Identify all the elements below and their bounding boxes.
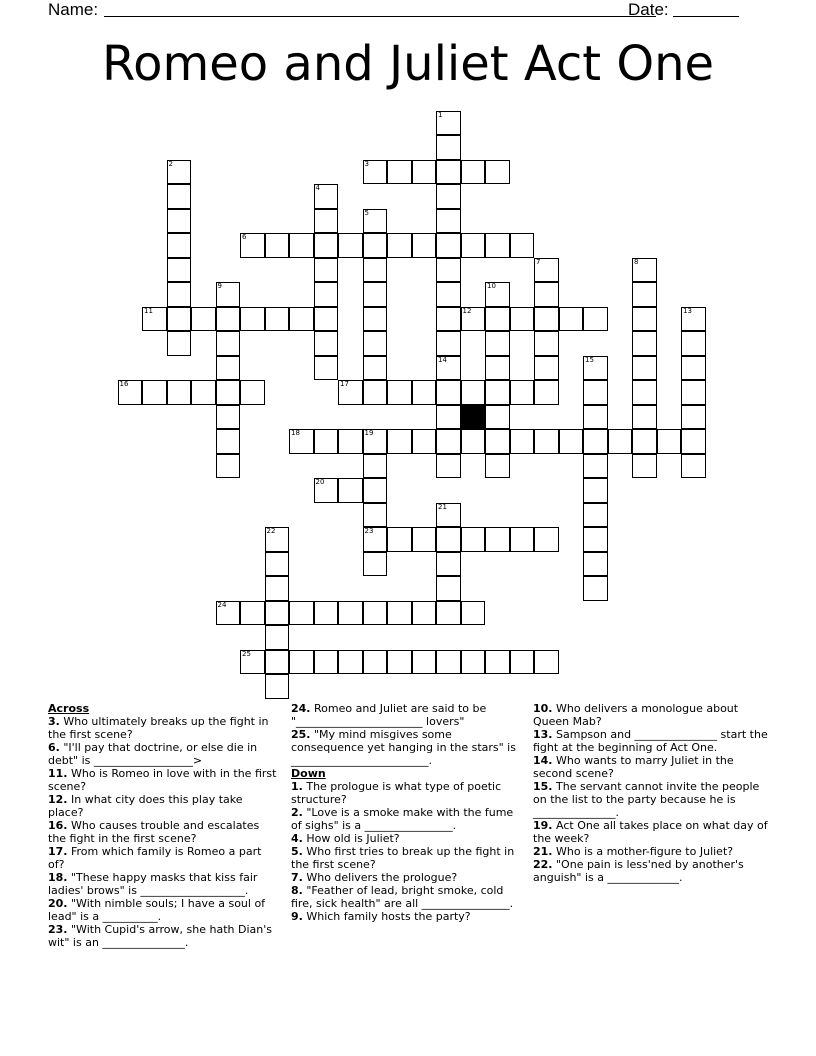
clue-down-9 xyxy=(291,910,523,923)
grid-cell[interactable] xyxy=(436,576,461,601)
grid-cell[interactable] xyxy=(412,429,437,454)
grid-cell[interactable] xyxy=(363,380,388,405)
clue-number: 22. xyxy=(533,858,553,871)
grid-cell[interactable] xyxy=(485,356,510,381)
grid-cell[interactable] xyxy=(436,650,461,675)
grid-cell[interactable] xyxy=(436,552,461,577)
cell-number: 7 xyxy=(536,257,541,266)
clue-down-4 xyxy=(291,832,523,845)
cell-number: 22 xyxy=(266,527,276,535)
clue-number: 13. xyxy=(533,728,553,741)
grid-cell[interactable] xyxy=(216,356,241,381)
cell-number: 24 xyxy=(217,600,227,609)
grid-cell[interactable] xyxy=(583,454,608,479)
grid-cell[interactable] xyxy=(314,233,339,258)
clue-number: 23. xyxy=(48,923,68,936)
grid-cell[interactable] xyxy=(265,674,290,699)
grid-cell[interactable] xyxy=(314,258,339,283)
grid-cell[interactable] xyxy=(314,184,339,209)
cell-number: 13 xyxy=(683,306,692,315)
grid-cell[interactable] xyxy=(167,331,192,356)
clue-down-5 xyxy=(291,845,523,871)
clue-text: "With nimble souls; I have a soul of lead" is a __________. xyxy=(48,897,266,923)
clue-across-23 xyxy=(48,923,280,949)
clue-text: Who first tries to break up the fight in the first scene? xyxy=(291,845,515,871)
grid-cell[interactable] xyxy=(412,380,437,405)
grid-cell[interactable] xyxy=(191,307,216,332)
cell-number: 21 xyxy=(438,502,447,511)
cell-number: 5 xyxy=(364,208,369,217)
grid-cell[interactable] xyxy=(436,282,461,307)
grid-cell[interactable] xyxy=(363,552,388,577)
grid-cell[interactable] xyxy=(632,454,657,479)
grid-cell[interactable] xyxy=(167,258,192,283)
clue-text: The prologue is what type of poetic structure? xyxy=(291,780,502,806)
grid-cell[interactable] xyxy=(412,650,437,675)
grid-cell[interactable] xyxy=(485,405,510,430)
grid-cell[interactable] xyxy=(583,527,608,552)
clue-text: "With Cupid's arrow, she hath Dian's wit" is an _______________. xyxy=(48,923,272,949)
clue-text: Sampson and _______________ start the fight at the beginning of Act One. xyxy=(533,728,768,754)
grid-cell[interactable] xyxy=(608,429,633,454)
grid-cell[interactable] xyxy=(681,454,706,479)
grid-cell[interactable] xyxy=(436,135,461,160)
clue-number: 11. xyxy=(48,767,68,780)
cell-number: 20 xyxy=(315,478,325,486)
grid-cell[interactable] xyxy=(681,429,706,454)
grid-cell[interactable] xyxy=(632,258,657,283)
grid-cell[interactable] xyxy=(191,380,216,405)
grid-cell[interactable] xyxy=(314,282,339,307)
grid-cell[interactable] xyxy=(534,331,559,356)
grid-cell[interactable] xyxy=(167,160,192,185)
clue-text: Which family hosts the party? xyxy=(306,910,471,923)
grid-cell[interactable] xyxy=(583,307,608,332)
grid-cell[interactable] xyxy=(289,601,314,626)
grid-cell[interactable] xyxy=(216,282,241,307)
grid-cell[interactable] xyxy=(485,429,510,454)
clue-across-18 xyxy=(48,871,280,897)
grid-cell[interactable] xyxy=(534,650,559,675)
grid-cell[interactable] xyxy=(485,527,510,552)
clue-across-17 xyxy=(48,845,280,871)
clue-across-12 xyxy=(48,793,280,819)
down-heading: Down xyxy=(291,767,326,780)
clue-number: 8. xyxy=(291,884,303,897)
grid-cell[interactable] xyxy=(412,233,437,258)
grid-cell[interactable] xyxy=(240,380,265,405)
grid-cell[interactable] xyxy=(461,527,486,552)
date-label: Date: xyxy=(628,0,669,19)
cell-number: 18 xyxy=(291,429,300,437)
clue-down-21 xyxy=(533,845,773,858)
cell-number: 6 xyxy=(242,233,247,241)
grid-cell[interactable] xyxy=(363,454,388,479)
cell-number: 16 xyxy=(119,380,129,388)
grid-cell[interactable] xyxy=(632,380,657,405)
clue-number: 3. xyxy=(48,715,60,728)
grid-cell[interactable] xyxy=(363,503,388,528)
grid-cell[interactable] xyxy=(632,331,657,356)
grid-cell[interactable] xyxy=(338,233,363,258)
clue-number: 12. xyxy=(48,793,68,806)
grid-cell[interactable] xyxy=(412,160,437,185)
grid-cell[interactable] xyxy=(387,380,412,405)
grid-cell[interactable] xyxy=(583,429,608,454)
cell-number: 17 xyxy=(340,380,349,388)
grid-cell[interactable] xyxy=(436,527,461,552)
clue-text: Who delivers a monologue about Queen Mab? xyxy=(533,702,739,728)
clue-across-24 xyxy=(291,702,523,728)
grid-cell[interactable] xyxy=(461,307,486,332)
grid-cell[interactable] xyxy=(436,184,461,209)
grid-cell[interactable] xyxy=(534,307,559,332)
grid-cell[interactable] xyxy=(436,160,461,185)
grid-cell[interactable] xyxy=(681,331,706,356)
cell-number: 15 xyxy=(585,355,594,364)
clue-column-3 xyxy=(533,702,773,884)
grid-cell[interactable] xyxy=(265,650,290,675)
grid-cell[interactable] xyxy=(265,307,290,332)
grid-cell[interactable] xyxy=(314,331,339,356)
clue-number: 1. xyxy=(291,780,303,793)
grid-cell[interactable] xyxy=(240,650,265,675)
cell-number: 3 xyxy=(364,159,369,168)
grid-cell[interactable] xyxy=(510,380,535,405)
clue-across-25 xyxy=(291,728,523,767)
grid-cell[interactable] xyxy=(387,527,412,552)
across-heading: Across xyxy=(48,702,90,715)
grid-cell[interactable] xyxy=(363,307,388,332)
grid-cell[interactable] xyxy=(632,405,657,430)
grid-cell[interactable] xyxy=(632,356,657,381)
grid-cell[interactable] xyxy=(314,429,339,454)
grid-cell[interactable] xyxy=(632,282,657,307)
grid-cell[interactable] xyxy=(142,307,167,332)
grid-cell[interactable] xyxy=(583,380,608,405)
grid-cell[interactable] xyxy=(461,429,486,454)
grid-cell[interactable] xyxy=(363,356,388,381)
grid-cell[interactable] xyxy=(461,650,486,675)
grid-cell[interactable] xyxy=(436,380,461,405)
cell-number: 8 xyxy=(634,257,639,266)
clue-number: 10. xyxy=(533,702,553,715)
grid-cell[interactable] xyxy=(436,356,461,381)
grid-cell[interactable] xyxy=(167,184,192,209)
black-cell xyxy=(461,405,486,430)
grid-cell[interactable] xyxy=(534,429,559,454)
grid-cell[interactable] xyxy=(485,160,510,185)
grid-cell[interactable] xyxy=(485,331,510,356)
grid-cell[interactable] xyxy=(216,429,241,454)
clue-text: "My mind misgives some consequence yet hanging in the stars" is _________________________. xyxy=(291,728,516,767)
grid-cell[interactable] xyxy=(363,233,388,258)
clue-text: Who wants to marry Juliet in the second scene? xyxy=(533,754,734,780)
grid-cell[interactable] xyxy=(534,258,559,283)
clue-across-11 xyxy=(48,767,280,793)
grid-cell[interactable] xyxy=(216,307,241,332)
grid-cell[interactable] xyxy=(265,527,290,552)
clue-down-13 xyxy=(533,728,773,754)
grid-cell[interactable] xyxy=(338,429,363,454)
grid-cell[interactable] xyxy=(485,307,510,332)
grid-cell[interactable] xyxy=(510,307,535,332)
clue-down-1 xyxy=(291,780,523,806)
grid-cell[interactable] xyxy=(363,282,388,307)
grid-cell[interactable] xyxy=(559,429,584,454)
grid-cell[interactable] xyxy=(583,405,608,430)
clue-number: 24. xyxy=(291,702,311,715)
grid-cell[interactable] xyxy=(216,380,241,405)
grid-cell[interactable] xyxy=(583,552,608,577)
clue-column-1 xyxy=(48,702,280,949)
grid-cell[interactable] xyxy=(289,429,314,454)
grid-cell[interactable] xyxy=(534,380,559,405)
grid-cell[interactable] xyxy=(436,429,461,454)
clue-text: Who ultimately breaks up the fight in the first scene? xyxy=(48,715,269,741)
grid-cell[interactable] xyxy=(216,405,241,430)
clue-number: 2. xyxy=(291,806,303,819)
clue-text: Who causes trouble and escalates the fight in the first scene? xyxy=(48,819,260,845)
grid-cell[interactable] xyxy=(681,380,706,405)
clue-number: 4. xyxy=(291,832,303,845)
grid-cell[interactable] xyxy=(485,233,510,258)
grid-cell[interactable] xyxy=(436,307,461,332)
grid-cell[interactable] xyxy=(314,356,339,381)
grid-cell[interactable] xyxy=(657,429,682,454)
cell-number: 10 xyxy=(487,282,496,290)
clue-text: "Love is a smoke make with the fume of sighs" is a ________________. xyxy=(291,806,514,832)
grid-cell[interactable] xyxy=(485,650,510,675)
page-title: Romeo and Juliet Act One xyxy=(101,36,715,92)
grid-cell[interactable] xyxy=(314,478,339,503)
grid-cell[interactable] xyxy=(338,478,363,503)
clue-number: 25. xyxy=(291,728,311,741)
grid-cell[interactable] xyxy=(216,331,241,356)
clue-text: The servant cannot invite the people on the list to the party because he is _______________. xyxy=(533,780,760,819)
name-label: Name: xyxy=(48,0,99,19)
clue-number: 18. xyxy=(48,871,68,884)
clue-across-3 xyxy=(48,715,280,741)
grid-cell[interactable] xyxy=(265,601,290,626)
grid-cell[interactable] xyxy=(363,209,388,234)
grid-cell[interactable] xyxy=(436,233,461,258)
clue-number: 19. xyxy=(533,819,553,832)
cell-number: 23 xyxy=(364,527,374,535)
grid-cell[interactable] xyxy=(363,331,388,356)
clue-across-16 xyxy=(48,819,280,845)
clue-number: 15. xyxy=(533,780,553,793)
clue-text: How old is Juliet? xyxy=(306,832,400,845)
grid-cell[interactable] xyxy=(338,380,363,405)
clue-number: 14. xyxy=(533,754,553,767)
clue-text: "One pain is less'ned by another's anguish" is a _____________. xyxy=(533,858,744,884)
grid-cell[interactable] xyxy=(681,356,706,381)
cell-number: 12 xyxy=(462,306,472,315)
clue-text: Romeo and Juliet are said to be "_______________________ lovers" xyxy=(291,702,487,728)
across-clues-1 xyxy=(48,715,280,949)
grid-cell[interactable] xyxy=(436,258,461,283)
grid-cell[interactable] xyxy=(387,601,412,626)
grid-cell[interactable] xyxy=(240,307,265,332)
clue-down-22 xyxy=(533,858,773,884)
grid-cell[interactable] xyxy=(485,282,510,307)
grid-cell[interactable] xyxy=(461,160,486,185)
clue-number: 16. xyxy=(48,819,68,832)
clue-number: 21. xyxy=(533,845,553,858)
grid-cell[interactable] xyxy=(534,527,559,552)
grid-cell[interactable] xyxy=(338,650,363,675)
cell-number: 9 xyxy=(217,282,222,290)
grid-cell[interactable] xyxy=(510,233,535,258)
grid-cell[interactable] xyxy=(363,527,388,552)
grid-cell[interactable] xyxy=(387,233,412,258)
grid-cell[interactable] xyxy=(387,160,412,185)
clue-number: 7. xyxy=(291,871,303,884)
grid-cell[interactable] xyxy=(436,405,461,430)
clue-text: "These happy masks that kiss fair ladies' brows" is ___________________. xyxy=(48,871,258,897)
clue-text: Who is a mother-figure to Juliet? xyxy=(556,845,734,858)
grid-cell[interactable] xyxy=(534,356,559,381)
grid-cell[interactable] xyxy=(583,576,608,601)
clue-text: From which family is Romeo a part of? xyxy=(48,845,262,871)
grid-cell[interactable] xyxy=(534,282,559,307)
clue-down-10 xyxy=(533,702,773,728)
grid-cell[interactable] xyxy=(412,527,437,552)
cell-number: 1 xyxy=(438,110,443,119)
grid-cell[interactable] xyxy=(387,650,412,675)
clue-down-14 xyxy=(533,754,773,780)
cell-number: 25 xyxy=(242,649,251,658)
grid-cell[interactable] xyxy=(436,454,461,479)
grid-cell[interactable] xyxy=(436,209,461,234)
clue-text: In what city does this play take place? xyxy=(48,793,243,819)
grid-cell[interactable] xyxy=(289,650,314,675)
grid-cell[interactable] xyxy=(216,454,241,479)
grid-cell[interactable] xyxy=(461,601,486,626)
grid-cell[interactable] xyxy=(289,307,314,332)
grid-cell[interactable] xyxy=(485,380,510,405)
grid-cell[interactable] xyxy=(681,405,706,430)
clue-text: "Feather of lead, bright smoke, cold fire, sick health" are all ________________. xyxy=(291,884,514,910)
grid-cell[interactable] xyxy=(289,233,314,258)
grid-cell[interactable] xyxy=(461,233,486,258)
grid-cell[interactable] xyxy=(167,380,192,405)
grid-cell[interactable] xyxy=(412,601,437,626)
clue-down-2 xyxy=(291,806,523,832)
clue-text: "I'll pay that doctrine, or else die in debt" is __________________> xyxy=(48,741,258,767)
grid-cell[interactable] xyxy=(583,356,608,381)
clue-number: 9. xyxy=(291,910,303,923)
grid-cell[interactable] xyxy=(387,429,412,454)
grid-cell[interactable] xyxy=(314,601,339,626)
clue-down-8 xyxy=(291,884,523,910)
grid-cell[interactable] xyxy=(314,307,339,332)
clue-number: 6. xyxy=(48,741,60,754)
grid-cell[interactable] xyxy=(240,601,265,626)
grid-cell[interactable] xyxy=(240,233,265,258)
grid-cell[interactable] xyxy=(485,454,510,479)
clue-down-15 xyxy=(533,780,773,819)
clue-text: Who delivers the prologue? xyxy=(306,871,458,884)
clue-text: Act One all takes place on what day of the week? xyxy=(533,819,768,845)
grid-cell[interactable] xyxy=(363,478,388,503)
grid-cell[interactable] xyxy=(436,331,461,356)
grid-cell[interactable] xyxy=(167,209,192,234)
grid-cell[interactable] xyxy=(510,527,535,552)
grid-cell[interactable] xyxy=(510,429,535,454)
clue-down-7 xyxy=(291,871,523,884)
grid-cell[interactable] xyxy=(167,282,192,307)
grid-cell[interactable] xyxy=(559,307,584,332)
grid-cell[interactable] xyxy=(583,478,608,503)
grid-cell[interactable] xyxy=(461,380,486,405)
grid-cell[interactable] xyxy=(436,111,461,136)
grid-cell[interactable] xyxy=(167,307,192,332)
cell-number: 4 xyxy=(315,184,320,192)
grid-cell[interactable] xyxy=(265,233,290,258)
grid-cell[interactable] xyxy=(436,503,461,528)
grid-cell[interactable] xyxy=(363,160,388,185)
grid-cell[interactable] xyxy=(510,650,535,675)
grid-cell[interactable] xyxy=(338,601,363,626)
clue-column-2 xyxy=(291,702,523,923)
grid-cell[interactable] xyxy=(681,307,706,332)
grid-cell[interactable] xyxy=(363,429,388,454)
grid-cell[interactable] xyxy=(632,429,657,454)
cell-number: 11 xyxy=(144,306,153,315)
grid-cell[interactable] xyxy=(632,307,657,332)
grid-cell[interactable] xyxy=(118,380,143,405)
cell-number: 2 xyxy=(168,159,173,168)
clue-across-6 xyxy=(48,741,280,767)
grid-cell[interactable] xyxy=(265,625,290,650)
cell-number: 19 xyxy=(364,429,374,437)
clue-number: 5. xyxy=(291,845,303,858)
grid-cell[interactable] xyxy=(142,380,167,405)
clue-text: Who is Romeo in love with in the first scene? xyxy=(48,767,277,793)
grid-cell[interactable] xyxy=(167,233,192,258)
grid-cell[interactable] xyxy=(363,601,388,626)
grid-cell[interactable] xyxy=(265,552,290,577)
clue-number: 17. xyxy=(48,845,68,858)
clue-across-20 xyxy=(48,897,280,923)
clue-down-19 xyxy=(533,819,773,845)
clue-number: 20. xyxy=(48,897,68,910)
grid-cell[interactable] xyxy=(583,503,608,528)
grid-cell[interactable] xyxy=(436,601,461,626)
grid-cell[interactable] xyxy=(363,258,388,283)
grid-cell[interactable] xyxy=(265,576,290,601)
grid-cell[interactable] xyxy=(314,650,339,675)
grid-cell[interactable] xyxy=(314,209,339,234)
grid-cell[interactable] xyxy=(363,650,388,675)
grid-cell[interactable] xyxy=(216,601,241,626)
cell-number: 14 xyxy=(438,355,447,364)
